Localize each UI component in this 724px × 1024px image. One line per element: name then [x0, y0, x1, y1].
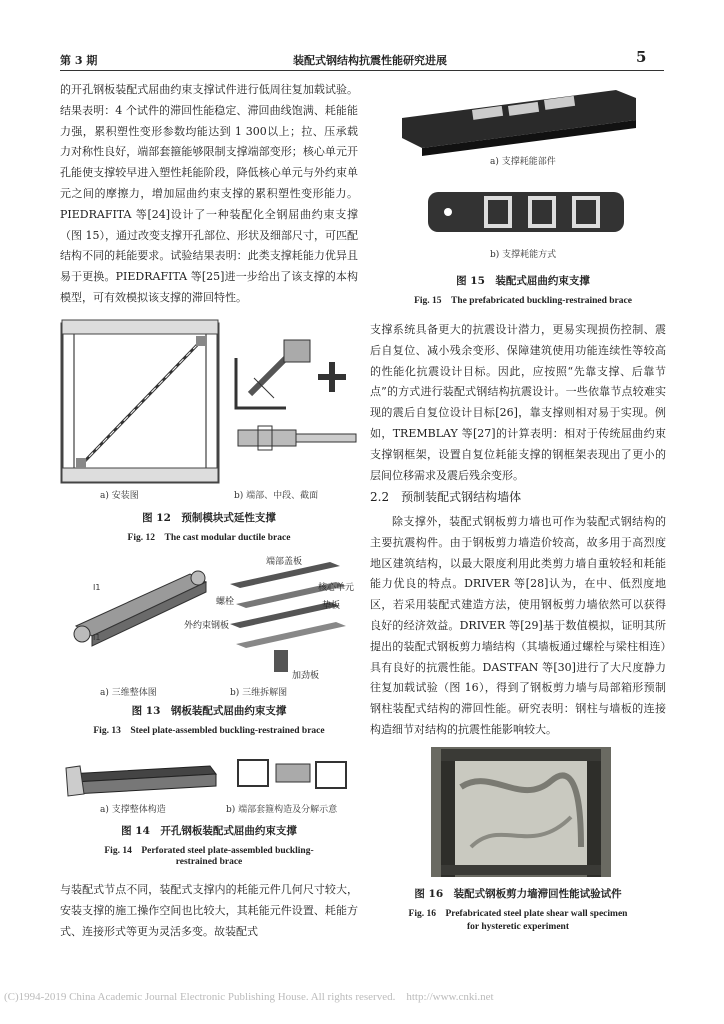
fig13-caption-cn: 图 13 钢板装配式屈曲约束支撑 — [131, 705, 287, 717]
figure-15-drawing — [396, 84, 650, 264]
fig14-sub-a: a) 支撑整体构造 — [100, 805, 166, 815]
body-paragraph-left-top: 的开孔钢板装配式屈曲约束支撑试件进行低周往复加载试验。结果表明：4 个试件的滞回性能稳定、滞回曲线饱满、耗能能力强，累积塑性变形参数均能达到 1 300以上；拉、压承载力对称性良好，端部套箍能够限制支撑端部变形；核心单元开孔能使支撑较早进入塑性耗能阶段，降低核心单元与外约束单元之间的摩擦力，增加屈曲约束支撑的累积塑性变形能力。PIEDRAFITA 等[24]设计了一种装配化全钢屈曲约束支撑（图 15），通过改变支撑开孔部位、形状及细部尺寸，可匹配结构不同的耗能要求。试验结果表明：此类支撑耗能力优异且易于更换。PIEDRAFITA 等[25]进一步给出了该支撑的本构模型，可有效模拟该支撑的滞回特性。 — [60, 83, 358, 304]
fig13-label-core: 核心单元 — [318, 583, 355, 593]
figure-12 — [60, 318, 358, 488]
energy-dissipation-mode — [428, 192, 624, 232]
issue-number: 第 3 期 — [60, 54, 98, 67]
fig13-label-outer-plate: 外约束钢板 — [184, 621, 230, 631]
middle-segment-detail — [238, 426, 356, 450]
fig16-caption-en-1: Fig. 16 Prefabricated steel plate shear wall specimen — [408, 909, 628, 919]
energy-dissipating-component — [402, 90, 636, 156]
running-title: 装配式钢结构抗震性能研究进展 — [293, 54, 447, 67]
shear-wall-specimen-photo — [431, 747, 611, 877]
fig14-sub-b: b) 端部套箍构造及分解示意 — [226, 805, 338, 815]
fig13-section-mark-top: I1 — [93, 583, 101, 592]
fig16-caption-en-2: for hysteretic experiment — [467, 922, 569, 932]
fig15-sub-b: b) 支撑耗能方式 — [490, 250, 557, 260]
figure-14-drawing — [60, 750, 358, 802]
header-rule — [60, 70, 664, 71]
body-paragraph-left-bottom: 与装配式节点不同，装配式支撑内的耗能元件几何尺寸较大，安装支撑的施工操作空间也比较大，其耗能元件设置、耗能方式、连接形式等更为灵活多变。故装配式 — [60, 883, 358, 938]
fig13-section-mark-bottom: I1 — [93, 633, 101, 642]
fig15-caption-cn: 图 15 装配式屈曲约束支撑 — [456, 275, 590, 287]
figure-14 — [60, 750, 358, 802]
frame-installation-drawing — [62, 320, 218, 482]
fig15-sub-a: a) 支撑耗能部件 — [490, 157, 556, 167]
body-paragraph-right-1: 支撑系统具备更大的抗震设计潜力，更易实现损伤控制、震后自复位、减小残余变形、保障建筑使用功能连续性等较高的性能化抗震设计目标。因此，应按照“先靠支撑、后靠节点”的方式进行装配式钢结构抗震设计。一些依靠节点较难实现的震后自复位设计目标[26]，靠支撑则相对易于实现。例如，TREMBLAY 等[27]的计算表明：相对于传统屈曲约束支撑钢框架，设置自复位耗能支撑的钢框架表现出了更小的层间位移需求及震后残余变形。 — [370, 323, 666, 482]
perforated-brace-whole — [66, 766, 216, 796]
fig13-label-end-cover: 端部盖板 — [266, 557, 303, 567]
page-number: 5 — [636, 48, 647, 66]
fig13-label-bolt: 螺栓 — [216, 597, 235, 607]
body-paragraph-right-2: 除支撑外，装配式钢板剪力墙也可作为装配式钢结构的主要抗震构件。由于钢板剪力墙造价较高，故多用于高烈度地区建筑结构，以最大限度利用此类剪力墙自重较轻和耗能能力优良的特点。DRIVER 等[28]认为，在中、低烈度地区，若采用装配式建造方法，使用钢板剪力墙依然可以获得良好的经济效益。DRIVER 等[29]基于数值模拟，证明其所提出的装配式钢板剪力墙结构（其墙板通过螺栓与梁柱相连）具有良好的抗震性能。DASTFAN 等[30]进行了大尺度静力往复加载试验（图 16），得到了钢板剪力墙与局部箱形预制钢柱装配式结构的滞回性能。研究表明：钢柱与墙板的连接构造细节对结构的抗震性能影响较大。 — [370, 515, 666, 736]
section-heading: 2.2 预制装配式钢结构墙体 — [370, 490, 522, 504]
figure-13 — [60, 552, 358, 684]
fig13-sub-a: a) 三维整体图 — [100, 688, 157, 698]
fig13-sub-b: b) 三维拆解图 — [230, 688, 288, 698]
fig16-caption-cn: 图 16 装配式钢板剪力墙滞回性能试验试件 — [414, 888, 622, 900]
fig12-sub-a: a) 安装图 — [100, 491, 139, 501]
end-sleeve-exploded — [238, 760, 346, 788]
fig12-sub-b: b) 端部、中段、截面 — [234, 491, 319, 501]
section-cross-icon — [318, 362, 346, 392]
fig12-caption-cn: 图 12 预制模块式延性支撑 — [142, 512, 276, 524]
fig13-caption-en: Fig. 13 Steel plate-assembled buckling-restrained brace — [93, 726, 325, 736]
fig14-caption-cn: 图 14 开孔钢板装配式屈曲约束支撑 — [121, 825, 297, 837]
figure-12-drawing — [60, 318, 358, 488]
figure-13-drawing — [60, 552, 358, 684]
figure-15 — [396, 84, 650, 264]
fig15-caption-en: Fig. 15 The prefabricated buckling-restrained brace — [414, 296, 632, 306]
fig14-caption-en-1: Fig. 14 Perforated steel plate-assembled buckling- — [104, 846, 314, 856]
fig13-label-stiffener: 加劲板 — [292, 671, 320, 681]
fig13-label-pad: 垫板 — [322, 601, 341, 611]
exploded-brace-3d — [230, 562, 346, 672]
fig14-caption-en-2: restrained brace — [175, 857, 243, 867]
end-connection-detail — [236, 340, 310, 408]
fig12-caption-en: Fig. 12 The cast modular ductile brace — [127, 533, 291, 543]
copyright-footer: (C)1994-2019 China Academic Journal Electronic Publishing House. All rights reserved. http://www.cnki.net — [4, 991, 494, 1003]
figure-16-photo — [431, 747, 611, 877]
